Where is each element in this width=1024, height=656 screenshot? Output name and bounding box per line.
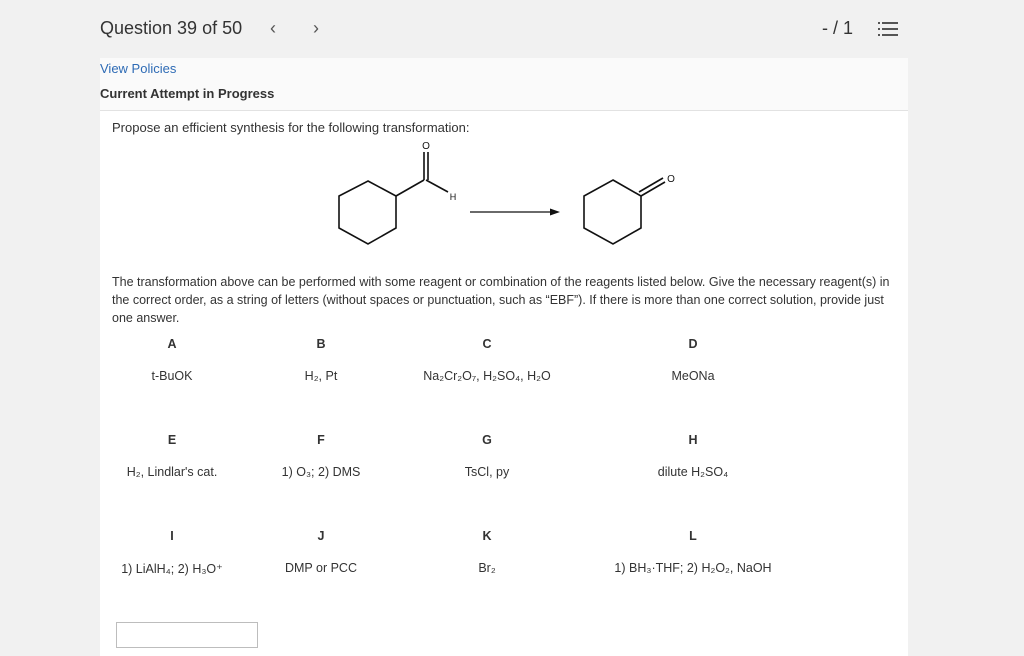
attempt-status: Current Attempt in Progress xyxy=(100,86,275,101)
reagent-letter-g: G xyxy=(482,433,492,447)
reagent-g: TsCl, py xyxy=(464,465,510,479)
reagent-letter-a: A xyxy=(167,337,177,351)
reagent-k: Br₂ xyxy=(478,561,496,575)
reagent-letter-h: H xyxy=(688,433,698,447)
question-counter: Question 39 of 50 xyxy=(100,18,243,38)
reagent-h: dilute H₂SO₄ xyxy=(657,465,729,479)
aldehyde-oxygen-label: O xyxy=(422,141,430,152)
reaction-scheme xyxy=(320,138,690,250)
reagent-letter-c: C xyxy=(482,337,492,351)
list-icon[interactable] xyxy=(878,20,898,38)
cyclohexanone-structure xyxy=(584,178,665,244)
reagent-d: MeONa xyxy=(671,369,715,383)
reagent-j: DMP or PCC xyxy=(284,561,357,575)
question-instructions: The transformation above can be performed with some reagent or combination of the reagents listed below. Give the necessary reagent(s) in the correct order, as a string of letters (without spaces or punctuation, such as “EBF”). If there is more than one correct solution, provide just one answer. xyxy=(112,275,890,325)
reagent-letter-b: B xyxy=(316,337,326,351)
reagent-letter-d: D xyxy=(688,337,698,351)
reagent-letter-e: E xyxy=(167,433,177,447)
reagent-i: 1) LiAlH₄; 2) H₃O⁺ xyxy=(121,562,223,576)
reagent-letter-j: J xyxy=(317,529,325,543)
question-prompt: Propose an efficient synthesis for the following transformation: xyxy=(112,120,470,135)
reagent-letter-k: K xyxy=(482,529,492,543)
score-label: - / 1 xyxy=(822,18,854,38)
chevron-right-icon[interactable]: › xyxy=(313,18,319,38)
reagent-b: H₂, Pt xyxy=(304,369,338,383)
reagent-letter-f: F xyxy=(317,433,325,447)
reagent-e: H₂, Lindlar's cat. xyxy=(126,465,218,479)
reagent-c: Na₂Cr₂O₇, H₂SO₄, H₂O xyxy=(423,369,551,383)
reagent-letter-i: I xyxy=(170,529,174,543)
reaction-arrow xyxy=(470,209,560,216)
reagent-letter-l: L xyxy=(689,529,697,543)
aldehyde-hydrogen-label: H xyxy=(449,192,457,202)
reagent-a: t-BuOK xyxy=(151,369,193,383)
reagent-f: 1) O₃; 2) DMS xyxy=(281,465,361,479)
cyclohexanecarbaldehyde-structure xyxy=(339,152,448,244)
view-policies-link[interactable]: View Policies xyxy=(100,61,177,76)
top-bar xyxy=(0,0,1024,58)
question-header xyxy=(100,58,908,111)
ketone-oxygen-label: O xyxy=(667,174,675,185)
answer-input[interactable] xyxy=(116,622,258,648)
chevron-left-icon[interactable]: ‹ xyxy=(270,18,276,38)
reagent-l: 1) BH₃·THF; 2) H₂O₂, NaOH xyxy=(614,561,772,575)
